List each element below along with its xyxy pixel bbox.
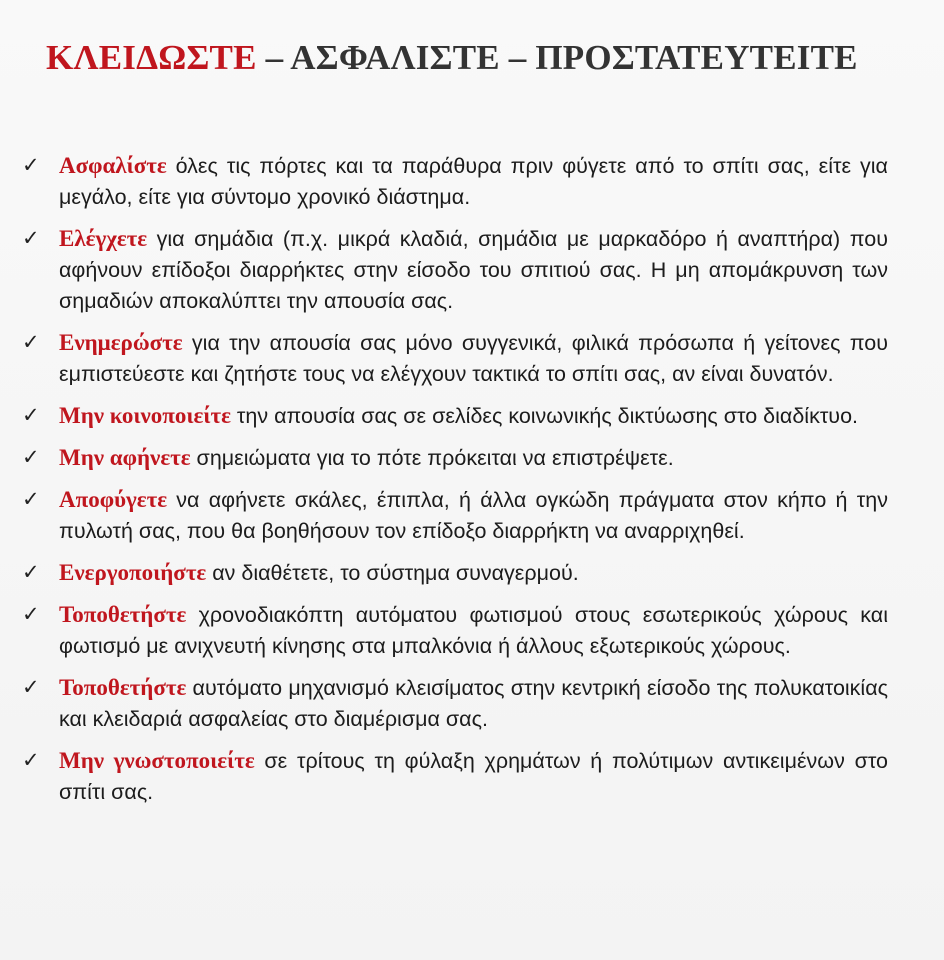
list-item — [22, 745, 888, 808]
item-text: σημειώματα για το πότε πρόκειται να επιστρέψετε. — [190, 446, 674, 470]
item-text: όλες τις πόρτες και τα παράθυρα πριν φύγετε από το σπίτι σας, είτε για μεγάλο, είτε για σύντομο χρονικό διάστημα. — [59, 154, 888, 209]
item-text: την απουσία σας σε σελίδες κοινωνικής δικτύωσης στο διαδίκτυο. — [230, 404, 858, 428]
check-icon: ✓ — [22, 226, 40, 250]
list-item — [22, 223, 888, 317]
list-item — [22, 442, 888, 474]
tips-list — [22, 150, 888, 817]
page-title — [46, 38, 858, 78]
item-text: αυτόματο μηχανισμό κλεισίματος στην κεντρική είσοδο της πολυκατοικίας και κλειδαριά ασφαλείας στο διαμέρισμα σας. — [59, 676, 888, 731]
list-item — [22, 150, 888, 213]
item-keyword: Μην κοινοποιείτε — [59, 403, 231, 428]
item-text: για σημάδια (π.χ. μικρά κλαδιά, σημάδια με μαρκαδόρο ή αναπτήρα) που αφήνουν επίδοξοι διαρρήκτες στην είσοδο του σπιτιού σας. Η μη απομάκρυνση των σημαδιών αποκαλύπτει την απουσία σας. — [59, 227, 888, 313]
item-text: να αφήνετε σκάλες, έπιπλα, ή άλλα ογκώδη πράγματα στον κήπο ή την πυλωτή σας, που θα βοηθήσουν τον επίδοξο διαρρήκτη να αναρριχηθεί. — [59, 488, 888, 543]
check-icon: ✓ — [22, 748, 40, 772]
check-icon: ✓ — [22, 403, 40, 427]
list-item — [22, 327, 888, 390]
item-keyword: Τοποθετήστε — [59, 675, 187, 700]
item-keyword: Ασφαλίστε — [59, 153, 167, 178]
check-icon: ✓ — [22, 560, 40, 584]
item-text: χρονοδιακόπτη αυτόματου φωτισμού στους εσωτερικούς χώρους και φωτισμό με ανιχνευτή κίνησης στα μπαλκόνια ή άλλους εξωτερικούς χώρους. — [59, 603, 888, 658]
check-icon: ✓ — [22, 445, 40, 469]
item-text: για την απουσία σας μόνο συγγενικά, φιλικά πρόσωπα ή γείτονες που εμπιστεύεστε και ζητήστε τους να ελέγχουν τακτικά το σπίτι σας, αν είναι δυνατόν. — [59, 331, 888, 386]
item-keyword: Μην αφήνετε — [59, 445, 191, 470]
item-text: σε τρίτους τη φύλαξη χρημάτων ή πολύτιμων αντικειμένων στο σπίτι σας. — [59, 749, 888, 804]
list-item — [22, 672, 888, 735]
item-keyword: Ενεργοποιήστε — [59, 560, 207, 585]
list-item — [22, 557, 888, 589]
list-item — [22, 599, 888, 662]
check-icon: ✓ — [22, 330, 40, 354]
check-icon: ✓ — [22, 675, 40, 699]
item-keyword: Ελέγχετε — [59, 226, 148, 251]
item-keyword: Αποφύγετε — [59, 487, 168, 512]
item-text: αν διαθέτετε, το σύστημα συναγερμού. — [206, 561, 579, 585]
title-rest: – ΑΣΦΑΛΙΣΤΕ – ΠΡΟΣΤΑΤΕΥΤΕΙΤΕ — [256, 38, 858, 77]
list-item — [22, 484, 888, 547]
item-keyword: Ενημερώστε — [59, 330, 183, 355]
check-icon: ✓ — [22, 487, 40, 511]
item-keyword: Τοποθετήστε — [59, 602, 187, 627]
check-icon: ✓ — [22, 153, 40, 177]
title-keyword: ΚΛΕΙΔΩΣΤΕ — [46, 38, 257, 77]
item-keyword: Μην γνωστοποιείτε — [59, 748, 255, 773]
check-icon: ✓ — [22, 602, 40, 626]
list-item — [22, 400, 888, 432]
